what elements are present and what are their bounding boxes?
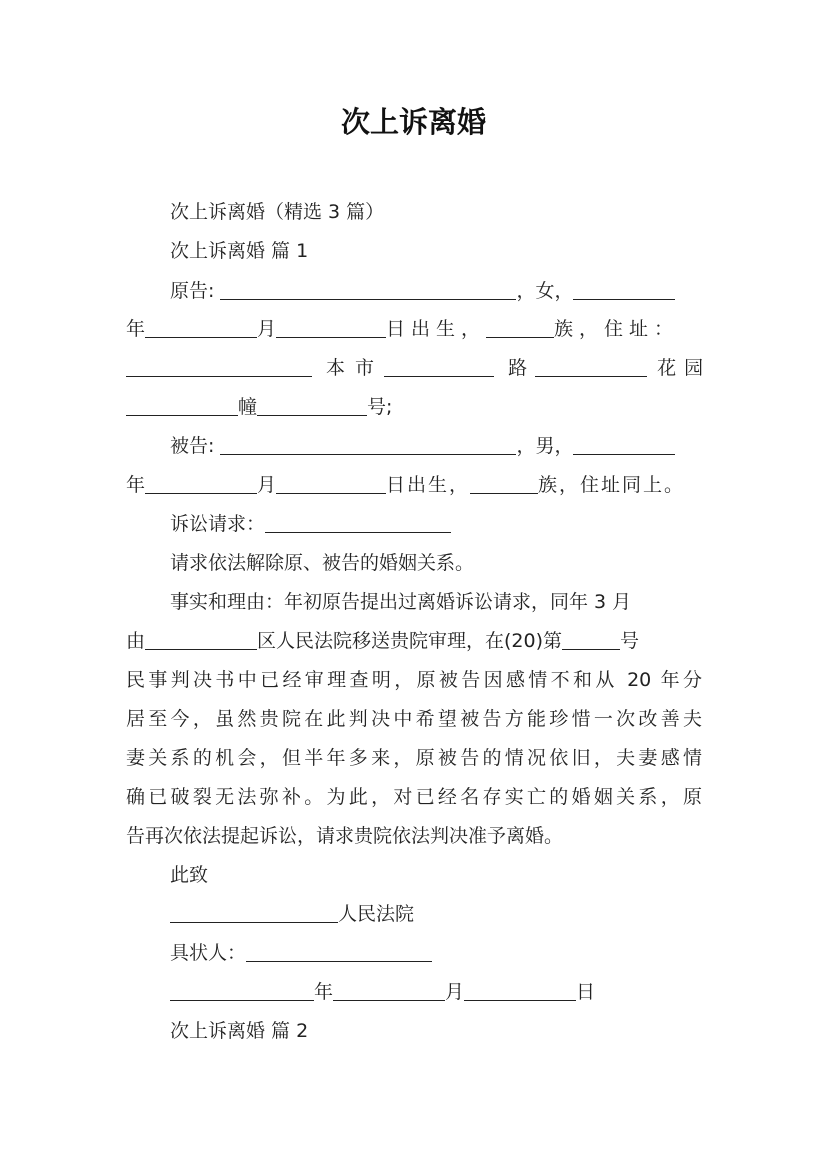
blank-field: [535, 358, 647, 377]
text-month: 月: [257, 474, 277, 496]
text-month: 月: [257, 318, 277, 340]
blank-field: [276, 475, 386, 494]
blank-field: [384, 358, 494, 377]
text-line: [170, 940, 702, 966]
blank-field: [170, 982, 314, 1001]
facts-text: 事实和理由：年初原告提出过离婚诉讼请求，同年 3 月: [170, 591, 632, 613]
text-by: 由: [126, 630, 146, 652]
text-garden: 花园: [657, 357, 712, 379]
text-line: [170, 238, 702, 264]
blank-field: [265, 514, 451, 533]
blank-field: [220, 281, 516, 300]
subtitle: 次上诉离婚（精选 3 篇）: [170, 201, 385, 223]
text-ethnicity-address: 族，住址同上。: [538, 474, 686, 496]
text-line: [170, 550, 702, 576]
text-line: [126, 394, 702, 420]
text-year: 年: [314, 981, 334, 1003]
blank-field: [470, 475, 538, 494]
text-line: [170, 433, 702, 459]
plaintiff-gender: ，女，: [516, 280, 574, 302]
text-line: [126, 472, 702, 498]
document-title: 次上诉离婚: [340, 105, 486, 139]
blank-field: [562, 631, 620, 650]
blank-field: [126, 358, 312, 377]
text-year: 年: [126, 318, 146, 340]
blank-field: [573, 436, 675, 455]
text-year: 年: [126, 474, 146, 496]
text-number: 号: [620, 630, 640, 652]
text-line: 告再次依法提起诉讼，请求贵院依法判决准予离婚。: [126, 825, 564, 847]
text-line: 妻关系的机会，但半年多来，原被告的情况依旧，夫妻感情: [126, 747, 702, 769]
blank-field: [573, 281, 675, 300]
text-line: [126, 316, 702, 342]
text-line: [170, 862, 702, 888]
claims-label: 诉讼请求：: [170, 513, 266, 535]
blank-field: [246, 943, 432, 962]
defendant-gender: ，男，: [516, 435, 574, 457]
blank-field: [486, 319, 554, 338]
text-building: 幢: [238, 396, 258, 418]
text-line: [170, 979, 702, 1005]
text-line: [170, 278, 702, 304]
blank-field: [333, 982, 445, 1001]
blank-field: [220, 436, 516, 455]
text-line: 确已破裂无法弥补。为此，对已经名存实亡的婚姻关系，原: [126, 786, 702, 808]
text-city: 本市: [326, 357, 385, 379]
text-line: 居至今，虽然贵院在此判决中希望被告方能珍惜一次改善夫: [126, 708, 702, 730]
text-day: 日: [576, 981, 596, 1003]
text-line: [170, 1018, 702, 1044]
text-line: [126, 628, 702, 654]
blank-field: [464, 982, 576, 1001]
text-month: 月: [445, 981, 465, 1003]
text-court: 人民法院: [338, 903, 415, 925]
text-line: [170, 589, 702, 615]
text-line: [170, 901, 702, 927]
blank-field: [170, 904, 338, 923]
text-ethnicity-address: 族，住址：: [554, 318, 680, 340]
claim-text: 请求依法解除原、被告的婚姻关系。: [170, 552, 475, 574]
section-heading: 次上诉离婚 篇 1: [170, 240, 309, 262]
text-born: 日出生，: [386, 318, 487, 340]
defendant-label: 被告:: [170, 435, 215, 457]
salutation: 此致: [170, 864, 209, 886]
blank-field: [257, 397, 367, 416]
text-line: [170, 511, 702, 537]
text-born: 日出生，: [386, 474, 471, 496]
text-line: 民事判决书中已经审理查明，原被告因感情不和从 20 年分: [126, 669, 702, 691]
blank-field: [145, 319, 257, 338]
plaintiff-label: 原告:: [170, 280, 215, 302]
petitioner-label: 具状人：: [170, 942, 247, 964]
text-line: [126, 355, 712, 381]
blank-field: [145, 631, 257, 650]
text-line: [170, 199, 702, 225]
section-heading: 次上诉离婚 篇 2: [170, 1020, 309, 1042]
blank-field: [126, 397, 238, 416]
text-number: 号;: [367, 396, 393, 418]
blank-field: [145, 475, 257, 494]
text-court-transfer: 区人民法院移送贵院审理，在(20)第: [257, 630, 563, 652]
text-road: 路: [508, 357, 528, 379]
blank-field: [276, 319, 386, 338]
